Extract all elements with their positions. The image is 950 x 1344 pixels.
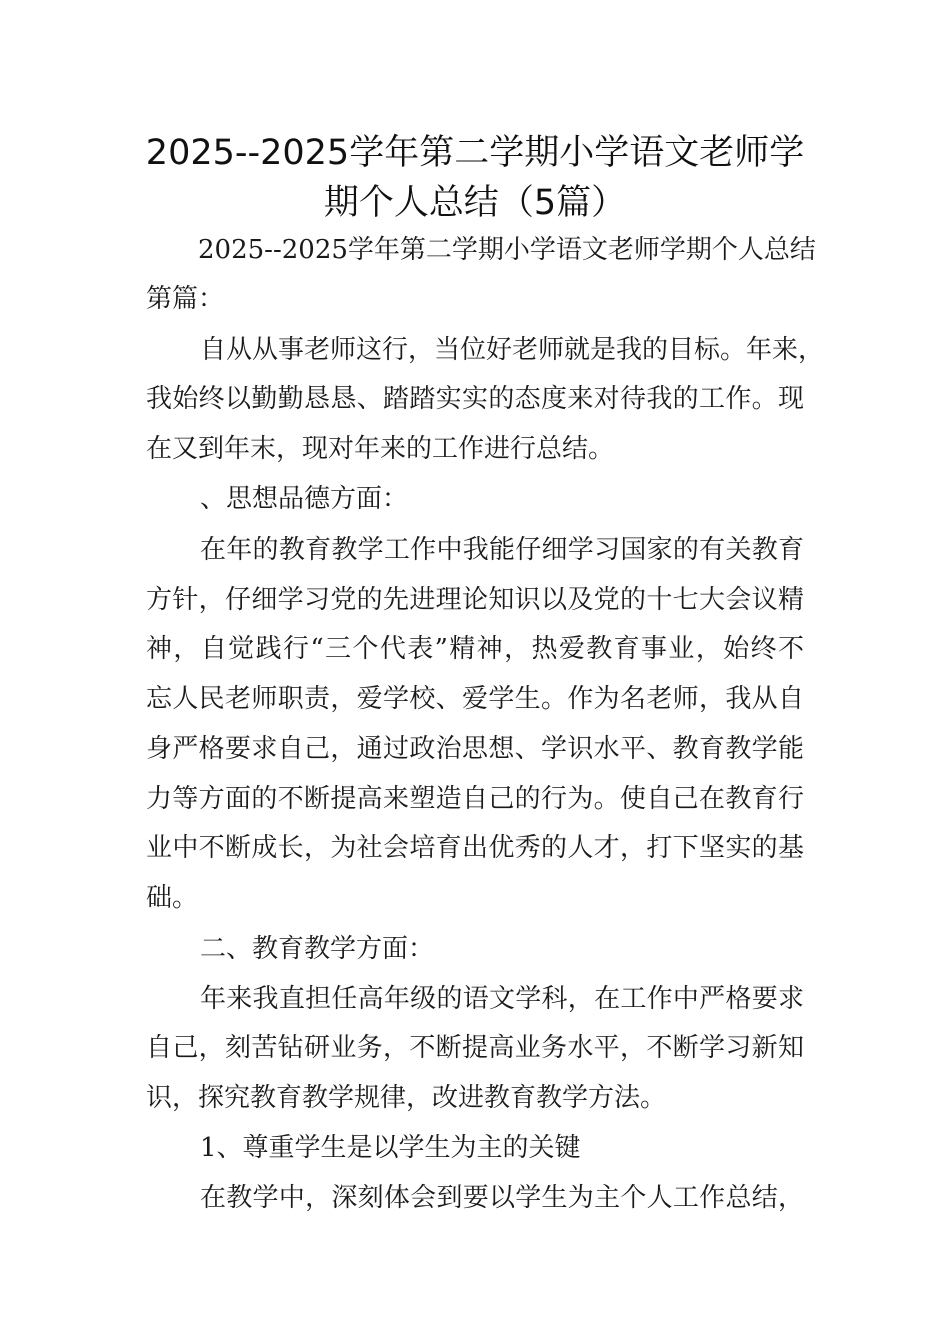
document-title-line-1: 2025--2025学年第二学期小学语文老师学 [145,133,805,173]
paragraph-line: 础。 [146,883,199,913]
paragraph-line: 自己，刻苦钻研业务，不断提高业务水平，不断学习新知 [146,1033,804,1063]
paragraph-line: 神，自觉践行“三个代表”精神，热爱教育事业，始终不 [146,634,804,664]
paragraph-line: 方针，仔细学习党的先进理论知识以及党的十七大会议精 [146,585,804,615]
paragraph-line: 忘人民老师职责，爱学校、爱学生。作为名老师，我从自 [146,684,804,714]
subtitle-line: 2025--2025学年第二学期小学语文老师学期个人总结 [198,235,816,265]
paragraph-line: 年来我直担任高年级的语文学科，在工作中严格要求 [200,984,804,1014]
section-heading: 、思想品德方面： [200,484,409,514]
paragraph-line: 在年的教育教学工作中我能仔细学习国家的有关教育 [200,535,804,565]
paragraph-line: 我始终以勤勤恳恳、踏踏实实的态度来对待我的工作。现 [146,384,804,414]
subtitle-continuation: 第篇： [146,284,225,314]
paragraph-line: 在又到年末，现对年来的工作进行总结。 [146,434,615,464]
paragraph-line: 业中不断成长，为社会培育出优秀的人才，打下坚实的基 [146,833,804,863]
paragraph-line: 在教学中，深刻体会到要以学生为主个人工作总结， [200,1183,804,1213]
paragraph-line: 力等方面的不断提高来塑造自己的行为。使自己在教育行 [146,784,804,814]
section-heading: 二、教育教学方面： [200,934,435,964]
paragraph-line: 识，探究教育教学规律，改进教育教学方法。 [146,1083,667,1113]
paragraph-line: 身严格要求自己，通过政治思想、学识水平、教育教学能 [146,734,804,764]
paragraph-line: 自从从事老师这行，当位好老师就是我的目标。年来， [200,335,825,365]
document-title-line-2: 期个人总结（5篇） [323,183,627,223]
subsection-heading: 1、尊重学生是以学生为主的关键 [200,1133,581,1163]
